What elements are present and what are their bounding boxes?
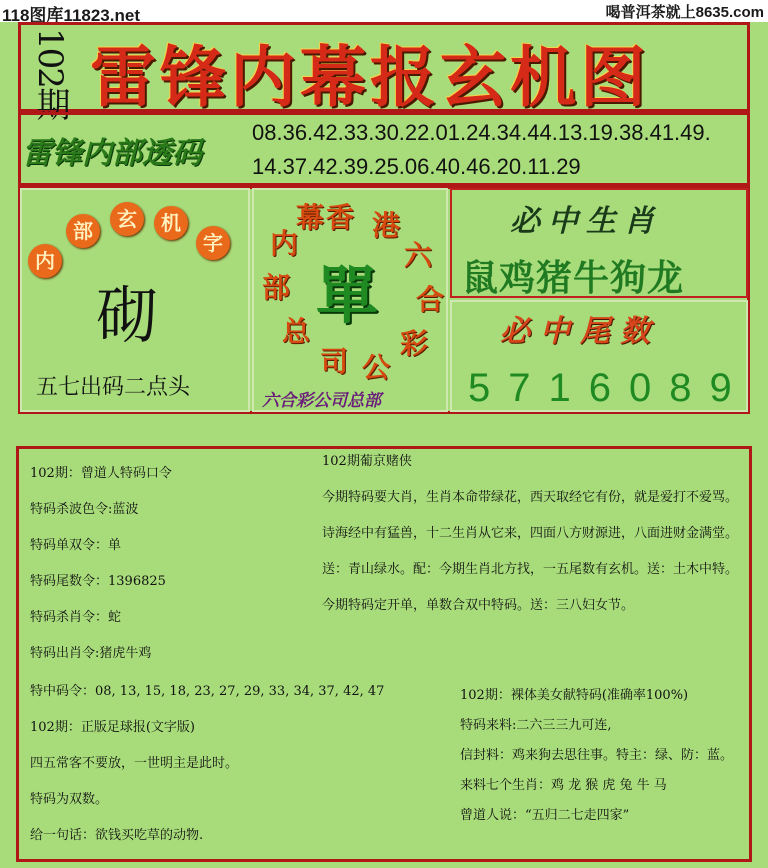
issue-number: 102期 bbox=[30, 28, 70, 119]
left-info-line: 特码尾数令：1396825 bbox=[30, 574, 166, 589]
right-bottom-line: 特码来料:二六三三九可连, bbox=[460, 718, 612, 733]
left-info-line: 102期：正版足球报(文字版) bbox=[30, 720, 195, 735]
site-link-left[interactable]: 118图库11823.net bbox=[2, 6, 140, 25]
label-char-2: 部 bbox=[66, 214, 100, 248]
inner-hint: 五七出码二点头 bbox=[36, 375, 191, 400]
right-top-line: 今期特码定开单，单数合双中特码。送：三八妇女节。 bbox=[322, 598, 635, 613]
left-info-line: 特码出肖令:猪虎牛鸡 bbox=[30, 646, 152, 661]
left-info-line: 特中码令：08, 13, 15, 18, 23, 27, 29, 33, 34, 37, 42, 47 bbox=[30, 684, 385, 699]
ring-center-char: 單 bbox=[316, 259, 379, 332]
ring-char-4: 合 bbox=[416, 283, 445, 316]
ring-char-7: 司 bbox=[320, 345, 349, 378]
ring-char-11: 幕 bbox=[296, 201, 325, 234]
label-char-3: 玄 bbox=[110, 202, 144, 236]
tail-value: 5716089 bbox=[468, 366, 750, 410]
left-info-line: 特码杀波色令:蓝波 bbox=[30, 502, 139, 517]
right-top-line: 102期葡京赌侠 bbox=[322, 454, 412, 469]
label-char-5: 字 bbox=[196, 226, 230, 260]
right-bottom-line: 来料七个生肖：鸡 龙 猴 虎 兔 牛 马 bbox=[460, 778, 667, 793]
numbers-line-2: 14.37.42.39.25.06.40.46.20.11.29 bbox=[252, 154, 581, 179]
label-char-1: 内 bbox=[28, 244, 62, 278]
ring-caption: 六合彩公司总部 bbox=[262, 391, 381, 411]
ring-char-1: 香 bbox=[326, 201, 355, 234]
page-title: 雷锋内幕报玄机图 bbox=[90, 38, 650, 116]
numbers-label: 雷锋内部透码 bbox=[22, 136, 202, 171]
left-info-line: 特码单双令：单 bbox=[30, 538, 122, 553]
right-bottom-line: 曾道人说：“五归二七走四家” bbox=[460, 808, 630, 823]
top-banner bbox=[0, 0, 768, 25]
right-top-line: 诗海经中有猛兽，十二生肖从它来，四面八方财源进，八面进财金满堂。 bbox=[322, 526, 739, 541]
inner-big-char: 砌 bbox=[96, 279, 159, 352]
right-top-line: 送：青山绿水。配：今期生肖北方找，一五尾数有玄机。送：土木中特。 bbox=[322, 562, 739, 577]
ring-char-5: 彩 bbox=[400, 327, 429, 360]
ring-char-3: 六 bbox=[404, 239, 433, 272]
ring-char-2: 港 bbox=[372, 209, 401, 242]
site-link-right[interactable]: 喝普洱茶就上8635.com bbox=[605, 4, 764, 21]
left-info-line: 特码为双数。 bbox=[30, 792, 109, 807]
right-top-line: 今期特码要大肖，生肖本命带绿花，西天取经它有份，就是爱打不爱骂。 bbox=[322, 490, 739, 505]
ring-char-10: 内 bbox=[270, 227, 299, 260]
numbers-line-1: 08.36.42.33.30.22.01.24.34.44.13.19.38.41.49. bbox=[252, 120, 711, 145]
zodiac-label: 必中生肖 bbox=[510, 204, 662, 239]
ring-char-9: 部 bbox=[262, 271, 291, 304]
tail-label: 必中尾数 bbox=[500, 314, 660, 349]
left-info-line: 给一句话：欲钱买吃草的动物. bbox=[30, 828, 204, 843]
ring-char-8: 总 bbox=[282, 315, 311, 348]
left-info-line: 102期：曾道人特码口令 bbox=[30, 466, 172, 481]
ring-char-6: 公 bbox=[362, 351, 391, 384]
right-bottom-line: 信封料：鸡来狗去思往事。特主：绿、防：蓝。 bbox=[460, 748, 734, 763]
zodiac-value: 鼠鸡猪牛狗龙 bbox=[462, 257, 685, 299]
label-char-4: 机 bbox=[154, 206, 188, 240]
right-bottom-line: 102期：裸体美女献特码(准确率100%) bbox=[460, 688, 689, 703]
left-info-line: 特码杀肖令：蛇 bbox=[30, 610, 122, 625]
left-info-line: 四五常客不要放，一世明主是此时。 bbox=[30, 756, 239, 771]
